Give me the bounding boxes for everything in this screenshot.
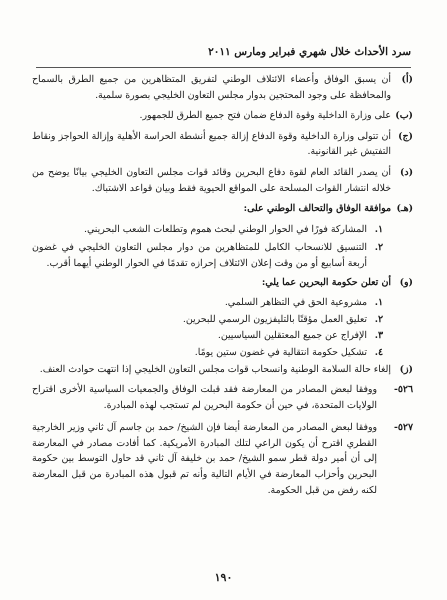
sub-item-w-4	[32, 345, 383, 361]
paragraph-number: ٥٢٦-	[393, 384, 413, 396]
sub-item-e-1	[32, 222, 383, 238]
paragraph-526	[32, 382, 413, 413]
running-header: سرد الأحداث خلال شهري فبراير ومارس ٢٠١١	[36, 46, 411, 68]
sub-item-text: مشروعية الحق في التظاهر السلمي.	[224, 297, 367, 309]
sub-item-text: التنسيق للانسحاب الكامل للمتظاهرين من دوار مجلس التعاون الخليجي في غضون أربعة أسابيع أو من وقت إعلان الائتلاف إحرازه تقدمًا في الحوار الوطني أيهما أقرب.	[32, 242, 367, 269]
list-item-z	[32, 362, 413, 378]
item-marker: (ز)	[399, 363, 413, 375]
item-text: أن تتولى وزارة الداخلية وقوة الدفاع إزالة جميع أنشطة الحراسة الأهلية وإزالة الحواجز ونقاط التفتيش غير القانونية.	[32, 130, 391, 158]
item-text: على وزارة الداخلية وقوة الدفاع ضمان فتح جميع الطرق للجمهور.	[139, 110, 391, 122]
sub-item-marker: ٢.	[374, 242, 383, 254]
sub-item-text: تشكيل حكومة انتقالية في غضون ستين يومًا.	[194, 346, 367, 358]
list-item-c	[32, 129, 413, 160]
sub-item-marker: ٣.	[374, 330, 383, 342]
paragraph-number: ٥٢٧-	[393, 422, 413, 434]
item-marker: (و)	[399, 276, 413, 288]
list-item-w	[32, 275, 413, 291]
sub-item-w-2	[32, 312, 383, 328]
sub-item-marker: ١.	[374, 297, 383, 309]
sub-item-e-2	[32, 240, 383, 271]
paragraph-527	[32, 420, 413, 498]
sub-item-text: تعليق العمل مؤقتًا بالتليفزيون الرسمي للبحرين.	[182, 313, 367, 325]
item-text: أن تعلن حكومة البحرين عما يلي:	[261, 276, 391, 288]
list-item-b	[32, 108, 413, 124]
list-item-a	[32, 72, 413, 103]
paragraph-text: ووفقا لبعض المصادر من المعارضة فقد قبلت الوفاق والجمعيات السياسية الأخرى اقتراح الولايات المتحدة، في حين أن حكومة البحرين لم تستجب لهذه المبادرة.	[32, 384, 377, 411]
item-text: موافقة الوفاق والتحالف الوطني على:	[243, 203, 391, 215]
item-marker: (هـ)	[396, 203, 413, 215]
sub-item-marker: ١.	[374, 223, 383, 235]
list-item-d	[32, 165, 413, 196]
item-marker: (ب)	[395, 110, 413, 122]
sub-item-text: الإفراج عن جميع المعتقلين السياسيين.	[217, 330, 367, 342]
item-marker: (أ)	[401, 74, 413, 85]
sub-item-w-1	[32, 295, 383, 311]
item-text: أن يصدر القائد العام لقوة دفاع البحرين وقائد قوات مجلس التعاون الخليجي بيانًا يوضح من خلاله انتشار القوات المسلحة على المواقع الحيوية فقط وبيان قواعد الاشتباك.	[32, 166, 391, 194]
paragraph-text: ووفقا لبعض المصادر من المعارضة أيضا فإن الشيخ/ حمد بن جاسم آل ثاني وزير الخارجية القطري اقترح أن يكون الراعي لتلك المبادرة الأمريكية. كما أفادت مصادر في المعارضة إلى أن أمير دولة قطر سمو الشيخ/ حمد بن خليفة آل ثاني قد حاول التوسط بين حكومة البحرين وأحزاب المعارضة في الأيام التالية وأنه تم قبول هذه المبادرة من قبل المعارضة لكنه رفض من قبل الحكومة.	[32, 422, 377, 496]
item-text: أن يسبق الوفاق وأعضاء الائتلاف الوطني لتفريق المتظاهرين من جميع الطرق بالسماح والمحافظة على وجود المحتجين بدوار مجلس التعاون الخليجي بصورة سلمية.	[32, 74, 391, 101]
document-body	[32, 72, 413, 505]
sub-item-text: المشاركة فورًا في الحوار الوطني لبحث هموم وتطلعات الشعب البحريني.	[84, 223, 367, 235]
item-marker: (ج)	[398, 130, 413, 142]
list-item-e	[32, 201, 413, 217]
sub-item-marker: ٢.	[374, 313, 383, 325]
page-number: ١٩٠	[214, 571, 233, 584]
sub-item-marker: ٤.	[374, 346, 383, 358]
item-marker: (د)	[399, 166, 413, 178]
item-text: إلغاء حالة السلامة الوطنية وانسحاب قوات مجلس التعاون الخليجي إذا انتهت حوادث العنف.	[39, 363, 391, 375]
sub-item-w-3	[32, 328, 383, 344]
